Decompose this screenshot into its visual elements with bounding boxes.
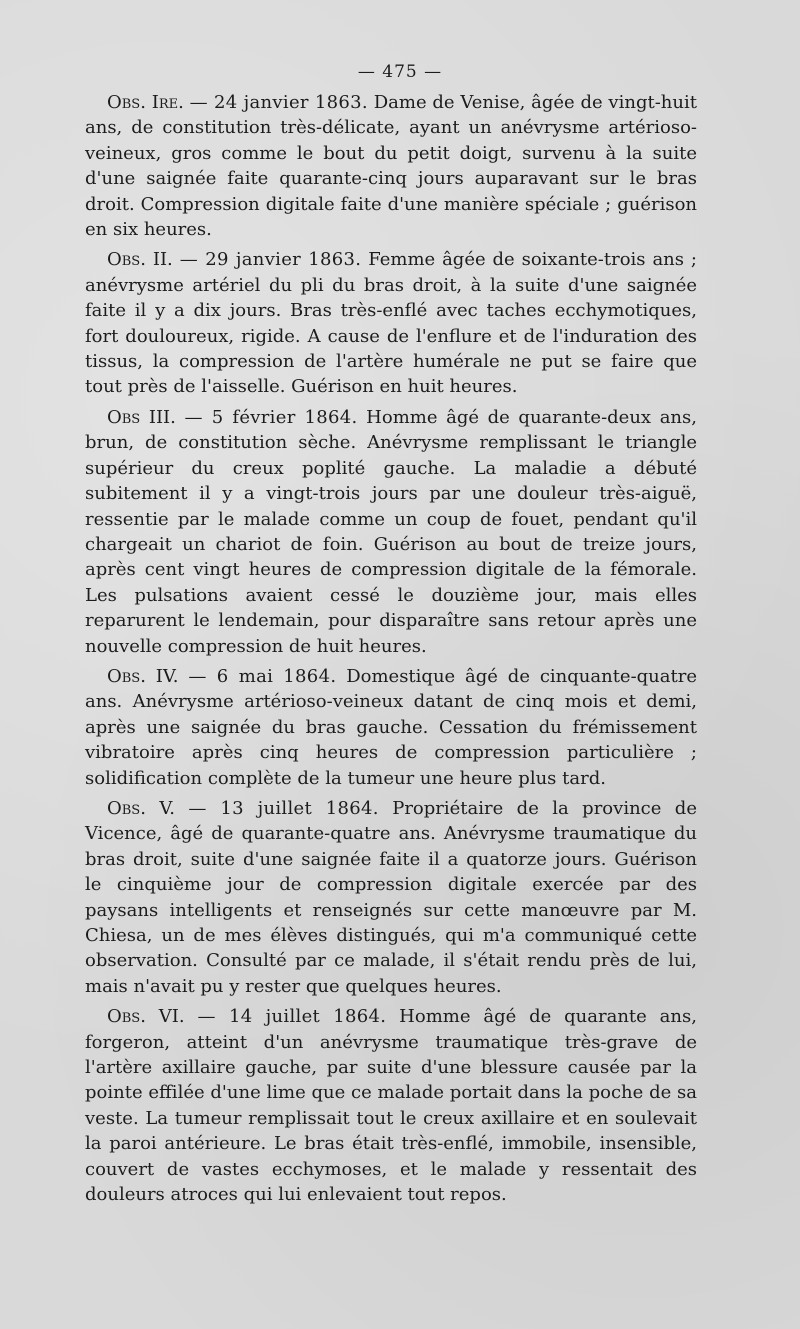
observation-text: Homme âgé de quarante ans, forgeron, atteint d'un anévrysme traumatique très-grave de l'artère axillaire gauche, par suite d'une blessure causée par la pointe effilée d'une lime que ce malade portait dans la poche de sa veste. La tumeur remplissait tout le creux axillaire et en soulevait la paroi antérieure. Le bras était très-enflé, immobile, insensible, couvert de vastes ecchymoses, et le malade y ressentait des douleurs atroces qui lui enlevaient tout repos. xyxy=(85,1006,697,1206)
observation-text: Femme âgée de soixante-trois ans ; anévrysme artériel du pli du bras droit, à la suite d'une saignée faite il y a dix jours. Bras très-enflé avec taches ecchymotiques, fort douloureux, rigide. A cause de l'enflure et de l'induration des tissus, la compression de l'artère humérale ne put se faire que tout près de l'aisselle. Guérison en huit heures. xyxy=(85,249,697,398)
observation-date: — 14 juillet 1864. xyxy=(197,1006,387,1028)
observation-date: — 29 janvier 1863. xyxy=(179,249,362,271)
observation-text: Propriétaire de la province de Vicence, âgé de quarante-quatre ans. Anévrysme traumatique du bras droit, suite d'une saignée faite il a quatorze jours. Guérison le cinquième jour de compression digitale exercée par des paysans intelligents et renseignés sur cette manœuvre par M. Chiesa, un de mes élèves distingués, qui m'a communiqué cette observation. Consulté par ce malade, il s'était rendu près de lui, mais n'avait pu y rester que quelques heures. xyxy=(85,797,697,997)
observation-3 xyxy=(85,405,697,659)
observation-date: — 13 juillet 1864. xyxy=(188,797,379,819)
observation-text: Dame de Venise, âgée de vingt-huit ans, de constitution très-délicate, ayant un anévrysme artérioso-veineux, gros comme le bout du petit doigt, survenu à la suite d'une saignée faite quarante-cinq jours auparavant sur le bras droit. Compression digitale faite d'une manière spéciale ; guérison en six heures. xyxy=(85,92,697,241)
observation-text: Homme âgé de quarante-deux ans, brun, de constitution sèche. Anévrysme remplissant le triangle supérieur du creux poplité gauche. La maladie a débuté subitement il y a vingt-trois jours par une douleur très-aiguë, ressentie par le malade comme un coup de fouet, pendant qu'il chargeait un chariot de foin. Guérison au bout de treize jours, après cent vingt heures de compression digitale de la fémorale. Les pulsations avaient cessé le douzième jour, mais elles reparurent le lendemain, pour disparaître sans retour après une nouvelle compression de huit heures. xyxy=(85,406,697,657)
observation-5 xyxy=(85,796,697,999)
observation-label: Obs III. xyxy=(107,406,176,428)
observation-label: Obs. IV. xyxy=(107,665,179,687)
observation-label: Obs. II. xyxy=(107,249,173,271)
observation-label: Obs. VI. xyxy=(107,1006,185,1028)
page-body xyxy=(85,90,697,1212)
observation-2 xyxy=(85,247,697,399)
observation-4 xyxy=(85,664,697,791)
observation-text: Domestique âgé de cinquante-quatre ans. Anévrysme artérioso-veineux datant de cinq mois et demi, après une saignée du bras gauche. Cessation du frémissement vibratoire après cinq heures de compression particulière ; solidification complète de la tumeur une heure plus tard. xyxy=(85,665,697,789)
observation-6 xyxy=(85,1004,697,1207)
observation-date: — 6 mai 1864. xyxy=(188,665,337,687)
observation-label: Obs. Ire. xyxy=(107,92,184,113)
observation-1 xyxy=(85,90,697,242)
page-number: — 475 — xyxy=(357,62,443,82)
observation-date: — 24 janvier 1863. xyxy=(189,92,368,113)
observation-date: — 5 février 1864. xyxy=(184,406,358,428)
observation-label: Obs. V. xyxy=(107,797,175,819)
